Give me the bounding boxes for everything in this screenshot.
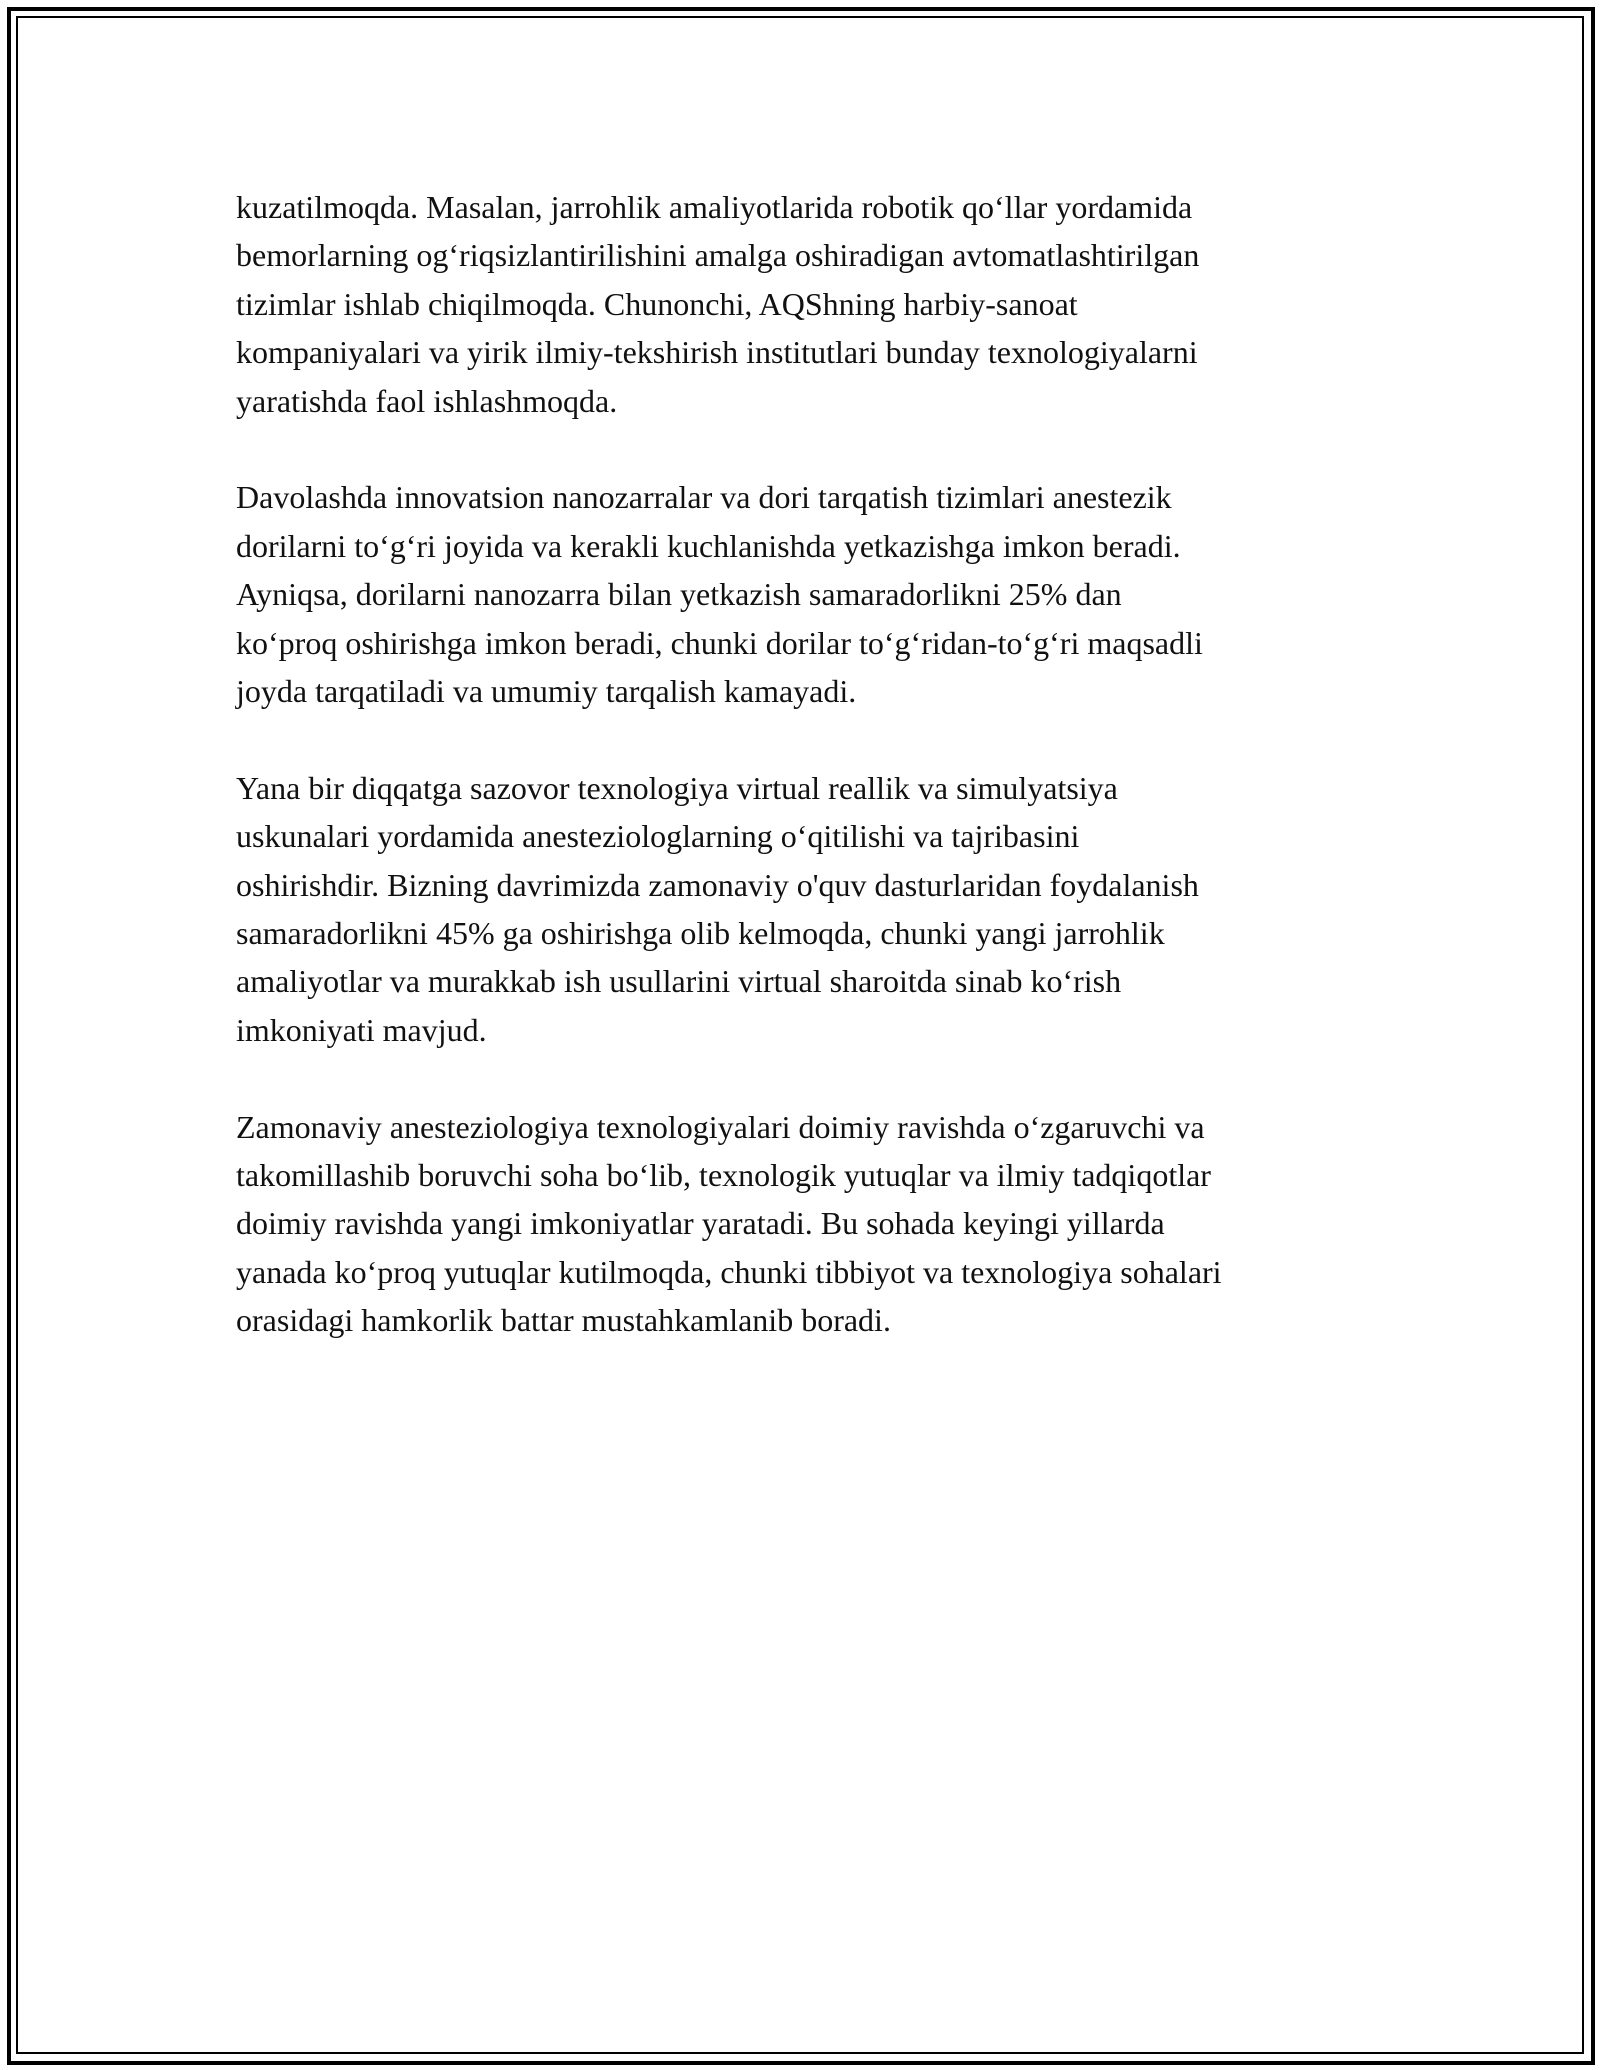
paragraph-4 bbox=[236, 1103, 1376, 1345]
text-line: Davolashda innovatsion nanozarralar va dori tarqatish tizimlari anestezik bbox=[236, 479, 1172, 516]
text-line: doimiy ravishda yangi imkoniyatlar yaratadi. Bu sohada keyingi yillarda bbox=[236, 1205, 1165, 1242]
paragraph-3 bbox=[236, 764, 1376, 1054]
paragraph-2 bbox=[236, 473, 1376, 715]
text-line: Yana bir diqqatga sazovor texnologiya virtual reallik va simulyatsiya bbox=[236, 769, 1118, 806]
text-line: oshirishdir. Bizning davrimizda zamonaviy o'quv dasturlaridan foydalanish bbox=[236, 866, 1199, 903]
text-line: kompaniyalari va yirik ilmiy-tekshirish institutlari bunday texnologiyalarni bbox=[236, 334, 1198, 371]
text-line: kuzatilmoqda. Masalan, jarrohlik amaliyotlarida robotik qo‘llar yordamida bbox=[236, 189, 1193, 225]
text-line: uskunalari yordamida anesteziologlarning o‘qitilishi va tajribasini bbox=[236, 818, 1080, 855]
text-line: samaradorlikni 45% ga oshirishga olib kelmoqda, chunki yangi jarrohlik bbox=[236, 915, 1165, 952]
text-line: yanada ko‘proq yutuqlar kutilmoqda, chunki tibbiyot va texnologiya sohalari bbox=[236, 1253, 1222, 1290]
text-line: bemorlarning og‘riqsizlantirilishini amalga oshiradigan avtomatlashtirilgan bbox=[236, 237, 1200, 274]
text-line: Ayniqsa, dorilarni nanozarra bilan yetkazish samaradorlikni 25% dan bbox=[236, 576, 1122, 613]
text-line: yaratishda faol ishlashmoqda. bbox=[236, 382, 618, 419]
text-line: joyda tarqatiladi va umumiy tarqalish kamayadi. bbox=[236, 673, 857, 710]
text-line: dorilarni to‘g‘ri joyida va kerakli kuchlanishda yetkazishga imkon beradi. bbox=[236, 527, 1181, 564]
text-line: amaliyotlar va murakkab ish usullarini virtual sharoitda sinab ko‘rish bbox=[236, 963, 1122, 1000]
text-line: orasidagi hamkorlik battar mustahkamlanib boradi. bbox=[236, 1302, 891, 1339]
text-line: imkoniyati mavjud. bbox=[236, 1011, 487, 1048]
paragraph-1 bbox=[236, 183, 1376, 425]
document-body bbox=[236, 183, 1376, 1393]
text-line: Zamonaviy anesteziologiya texnologiyalari doimiy ravishda o‘zgaruvchi va bbox=[236, 1108, 1205, 1145]
text-line: ko‘proq oshirishga imkon beradi, chunki dorilar to‘g‘ridan-to‘g‘ri maqsadli bbox=[236, 624, 1203, 661]
text-line: tizimlar ishlab chiqilmoqda. Chunonchi, AQShning harbiy-sanoat bbox=[236, 285, 1078, 322]
text-line: takomillashib boruvchi soha bo‘lib, texnologik yutuqlar va ilmiy tadqiqotlar bbox=[236, 1157, 1211, 1194]
